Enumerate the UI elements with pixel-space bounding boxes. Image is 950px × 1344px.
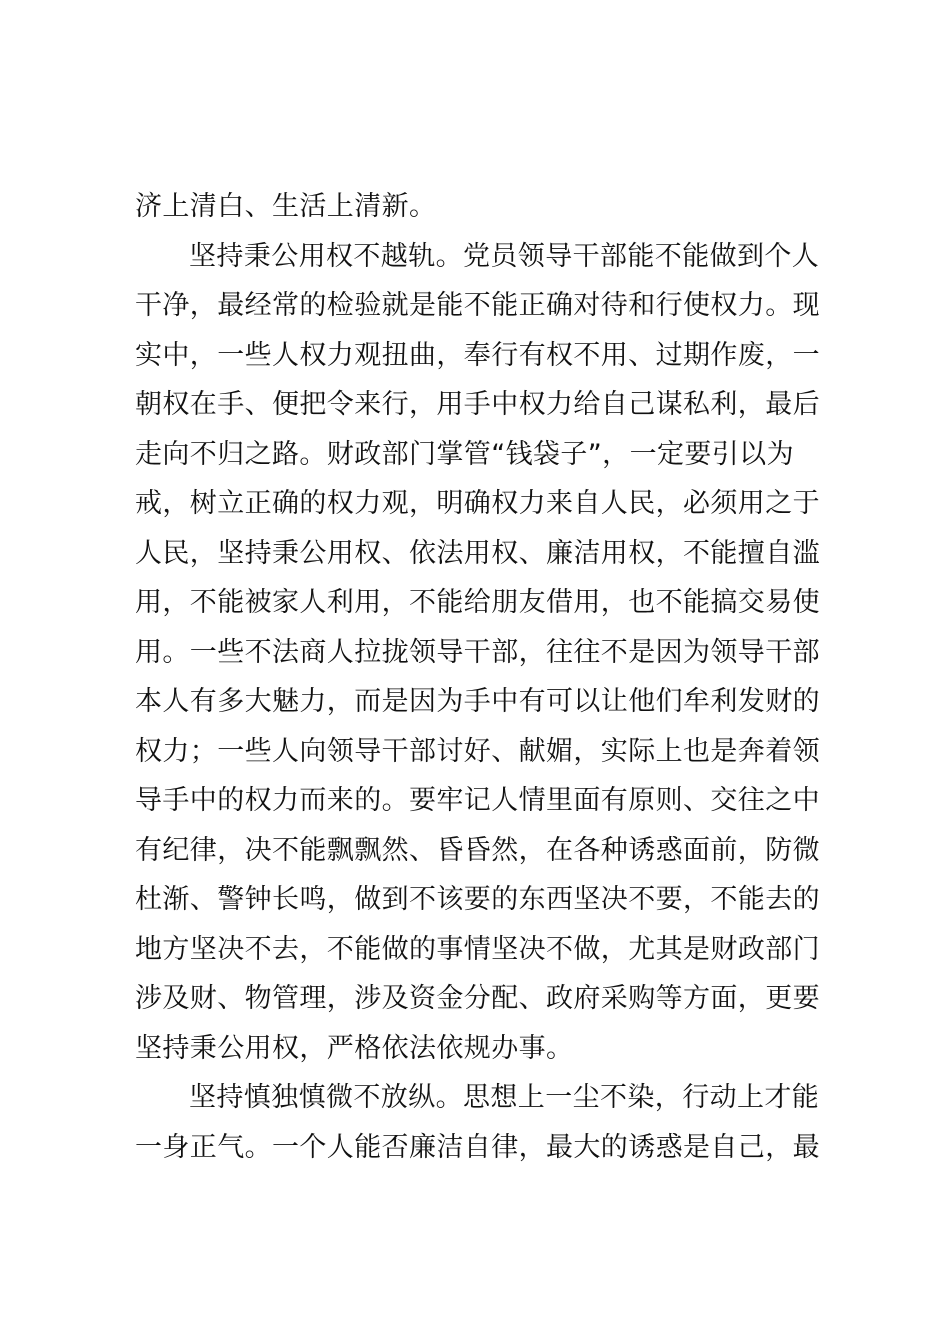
text-line: 有纪律，决不能飘飘然、昏昏然，在各种诱惑面前，防微 [135, 834, 820, 866]
text-line: 一身正气。一个人能否廉洁自律，最大的诱惑是自己，最 [135, 1131, 820, 1163]
text-line: 人民，坚持秉公用权、依法用权、廉洁用权，不能擅自滥 [135, 537, 820, 569]
text-line: 干净，最经常的检验就是能不能正确对待和行使权力。现 [135, 290, 820, 321]
text-line: 朝权在手、便把令来行，用手中权力给自己谋私利，最后 [135, 389, 820, 420]
paragraph-start-line: 坚持慎独慎微不放纵。思想上一尘不染，行动上才能 [189, 1082, 820, 1113]
document-body [135, 182, 835, 1172]
text-line: 本人有多大魅力，而是因为手中有可以让他们牟利发财的 [135, 686, 820, 717]
text-line: 走向不归之路。财政部门掌管“钱袋子”，一定要引以为 [135, 438, 794, 470]
text-line: 涉及财、物管理，涉及资金分配、政府采购等方面，更要 [135, 983, 820, 1014]
text-line: 权力；一些人向领导干部讨好、献媚，实际上也是奔着领 [135, 735, 820, 767]
text-line: 地方坚决不去，不能做的事情坚决不做，尤其是财政部门 [135, 933, 820, 965]
text-line: 实中，一些人权力观扭曲，奉行有权不用、过期作废，一 [135, 339, 820, 371]
text-line: 坚持秉公用权，严格依法依规办事。 [135, 1032, 574, 1064]
text-line: 杜渐、警钟长鸣，做到不该要的东西坚决不要，不能去的 [135, 884, 820, 915]
text-line: 导手中的权力而来的。要牢记人情里面有原则、交往之中 [135, 785, 820, 816]
text-line: 用。一些不法商人拉拢领导干部，往往不是因为领导干部 [135, 636, 820, 668]
text-line: 用，不能被家人利用，不能给朋友借用，也不能搞交易使 [135, 587, 820, 618]
text-line: 济上清白、生活上清新。 [135, 191, 437, 222]
text-line: 戒，树立正确的权力观，明确权力来自人民，必须用之于 [135, 488, 820, 519]
paragraph-start-line: 坚持秉公用权不越轨。党员领导干部能不能做到个人 [189, 240, 820, 272]
